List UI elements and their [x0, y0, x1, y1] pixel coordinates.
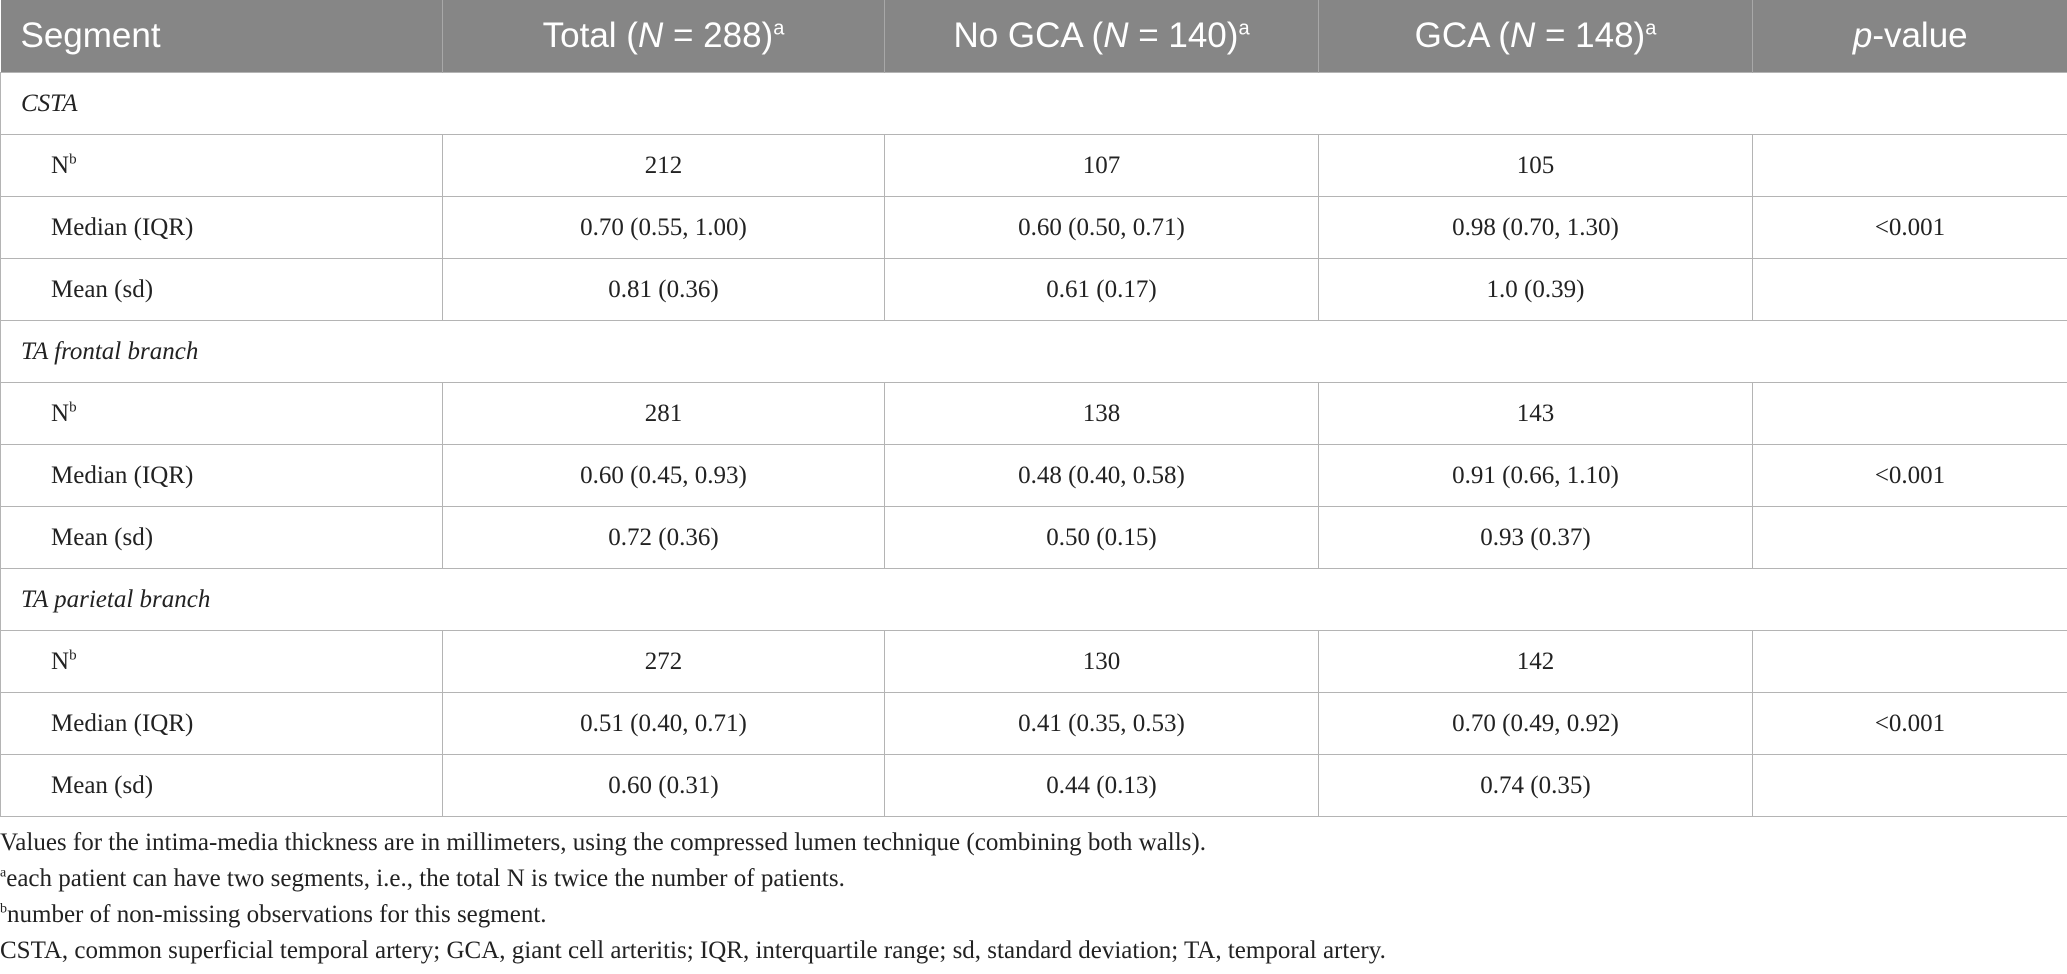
- header-gca: GCA (N = 148)$^a$: [1319, 0, 1753, 73]
- cell-no-gca: 0.44 (0.13): [885, 755, 1319, 817]
- cell-total: 272: [443, 631, 885, 693]
- row-label: $N^b$: [1, 631, 443, 693]
- cell-no-gca: 0.50 (0.15): [885, 507, 1319, 569]
- header-total: Total (N = 288)$^a$: [443, 0, 885, 73]
- cell-p-value: [1753, 383, 2067, 445]
- cell-total: 0.60 (0.31): [443, 755, 885, 817]
- cell-no-gca: 130: [885, 631, 1319, 693]
- section-title: TA parietal branch: [1, 569, 2067, 631]
- cell-no-gca: 138: [885, 383, 1319, 445]
- row-label: $N^b$: [1, 135, 443, 197]
- row-label: Mean (sd): [1, 507, 443, 569]
- cell-gca: 0.98 (0.70, 1.30): [1319, 197, 1753, 259]
- section-row: [1, 73, 2067, 135]
- cell-gca: 142: [1319, 631, 1753, 693]
- note-abbreviations: CSTA, common superficial temporal artery; GCA, giant cell arteritis; IQR, interquartile range; sd, standard deviation; TA, temporal artery.: [0, 937, 1386, 964]
- cell-total: 0.81 (0.36): [443, 259, 885, 321]
- cell-p-value: [1753, 755, 2067, 817]
- footnote-a: $^a$each patient can have two segments, i.e., the total N is twice the number of patients.: [0, 865, 845, 892]
- table-row: [1, 259, 2067, 321]
- cell-p-value: [1753, 135, 2067, 197]
- table-row: [1, 507, 2067, 569]
- section-row: [1, 569, 2067, 631]
- cell-gca: 0.91 (0.66, 1.10): [1319, 445, 1753, 507]
- cell-p-value: [1753, 507, 2067, 569]
- row-label: Median (IQR): [1, 445, 443, 507]
- footnote-b: $^b$number of non-missing observations for this segment.: [0, 901, 547, 928]
- header-no-gca: No GCA (N = 140)$^a$: [885, 0, 1319, 73]
- table-row: [1, 445, 2067, 507]
- cell-total: 0.72 (0.36): [443, 507, 885, 569]
- cell-gca: 0.74 (0.35): [1319, 755, 1753, 817]
- cell-total: 281: [443, 383, 885, 445]
- cell-no-gca: 0.48 (0.40, 0.58): [885, 445, 1319, 507]
- header-p-value: p-value: [1753, 0, 2067, 73]
- section-row: [1, 321, 2067, 383]
- cell-gca: 143: [1319, 383, 1753, 445]
- note-units: Values for the intima-media thickness are in millimeters, using the compressed lumen technique (combining both walls).: [0, 829, 1206, 856]
- cell-gca: 0.93 (0.37): [1319, 507, 1753, 569]
- cell-p-value: [1753, 259, 2067, 321]
- row-label: Median (IQR): [1, 693, 443, 755]
- cell-total: 0.70 (0.55, 1.00): [443, 197, 885, 259]
- table-row: [1, 755, 2067, 817]
- table-notes: [0, 817, 2067, 969]
- cell-p-value: <0.001: [1753, 693, 2067, 755]
- header-segment: Segment: [1, 0, 443, 73]
- row-label: $N^b$: [1, 383, 443, 445]
- table-row: [1, 631, 2067, 693]
- cell-total: 0.51 (0.40, 0.71): [443, 693, 885, 755]
- cell-gca: 0.70 (0.49, 0.92): [1319, 693, 1753, 755]
- cell-gca: 1.0 (0.39): [1319, 259, 1753, 321]
- row-label: Mean (sd): [1, 259, 443, 321]
- cell-total: 212: [443, 135, 885, 197]
- header-row: [1, 0, 2067, 73]
- cell-total: 0.60 (0.45, 0.93): [443, 445, 885, 507]
- table-row: [1, 383, 2067, 445]
- cell-no-gca: 0.61 (0.17): [885, 259, 1319, 321]
- cell-p-value: [1753, 631, 2067, 693]
- section-title: TA frontal branch: [1, 321, 2067, 383]
- section-title: CSTA: [1, 73, 2067, 135]
- table-row: [1, 135, 2067, 197]
- row-label: Median (IQR): [1, 197, 443, 259]
- cell-gca: 105: [1319, 135, 1753, 197]
- cell-no-gca: 107: [885, 135, 1319, 197]
- cell-no-gca: 0.41 (0.35, 0.53): [885, 693, 1319, 755]
- cell-p-value: <0.001: [1753, 445, 2067, 507]
- table-row: [1, 693, 2067, 755]
- cell-no-gca: 0.60 (0.50, 0.71): [885, 197, 1319, 259]
- row-label: Mean (sd): [1, 755, 443, 817]
- cell-p-value: <0.001: [1753, 197, 2067, 259]
- table-row: [1, 197, 2067, 259]
